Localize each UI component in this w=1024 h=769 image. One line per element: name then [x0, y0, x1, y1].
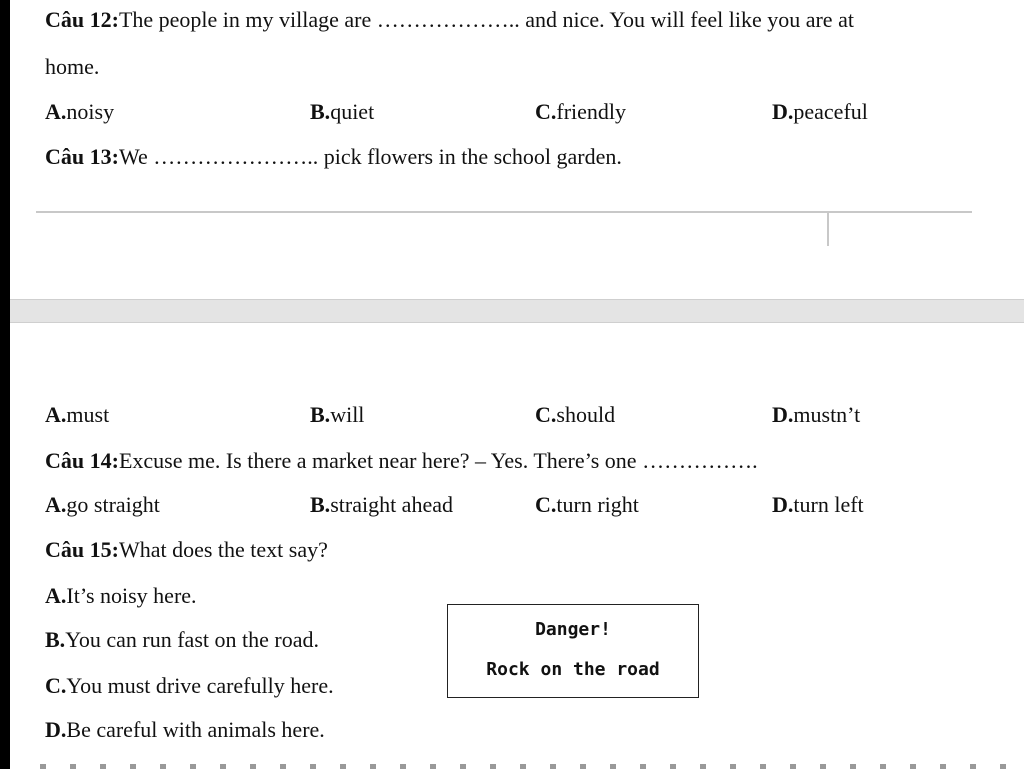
q12-option-b[interactable]: B.quiet [310, 99, 375, 124]
q13-option-c[interactable]: C.should [535, 402, 616, 427]
q14-option-a[interactable]: A.go straight [45, 492, 160, 517]
vertical-rule [827, 212, 829, 246]
answer-blank[interactable]: ……………….. [376, 7, 520, 32]
answer-blank[interactable]: ……………. [642, 448, 758, 473]
page-gap-band [10, 299, 1024, 323]
question-13-line [45, 143, 622, 171]
question-14-line [45, 447, 758, 475]
q15-option-b[interactable]: B.You can run fast on the road. [45, 627, 319, 652]
question-text: What does the text say? [118, 537, 328, 562]
answer-blank[interactable]: ………………….. [153, 144, 319, 169]
question-12-line-1 [45, 6, 854, 34]
question-text: home. [45, 54, 100, 79]
q12-option-d[interactable]: D.peaceful [772, 99, 868, 124]
question-text: We [118, 144, 148, 169]
q12-option-c[interactable]: C.friendly [535, 99, 627, 124]
left-border-bar [0, 0, 10, 769]
q13-option-a[interactable]: A.must [45, 402, 110, 427]
question-15-line [45, 536, 328, 564]
q15-option-a[interactable]: A.It’s noisy here. [45, 583, 197, 608]
question-12-line-2 [45, 53, 99, 81]
q13-option-d[interactable]: D.mustn’t [772, 402, 861, 427]
q14-option-b[interactable]: B.straight ahead [310, 492, 453, 517]
cut-off-text-strip [40, 764, 1024, 769]
question-number: Câu 14: [45, 448, 119, 473]
question-text: The people in my village are [118, 7, 372, 32]
sign-title: Danger! [535, 619, 611, 640]
q15-option-d[interactable]: D.Be careful with animals here. [45, 717, 325, 742]
question-text: Excuse me. Is there a market near here? – Yes. There’s one [118, 448, 637, 473]
q15-option-c[interactable]: C.You must drive carefully here. [45, 673, 334, 698]
q12-option-a[interactable]: A.noisy [45, 99, 115, 124]
q14-option-c[interactable]: C.turn right [535, 492, 639, 517]
question-text: pick flowers in the school garden. [323, 144, 622, 169]
question-text: and nice. You will feel like you are at [525, 7, 854, 32]
q13-option-b[interactable]: B.will [310, 402, 365, 427]
question-number: Câu 12: [45, 7, 119, 32]
horizontal-rule [36, 211, 972, 213]
q14-option-d[interactable]: D.turn left [772, 492, 864, 517]
question-number: Câu 15: [45, 537, 119, 562]
question-number: Câu 13: [45, 144, 119, 169]
sign-text: Rock on the road [486, 659, 660, 680]
danger-sign-box [447, 604, 699, 698]
